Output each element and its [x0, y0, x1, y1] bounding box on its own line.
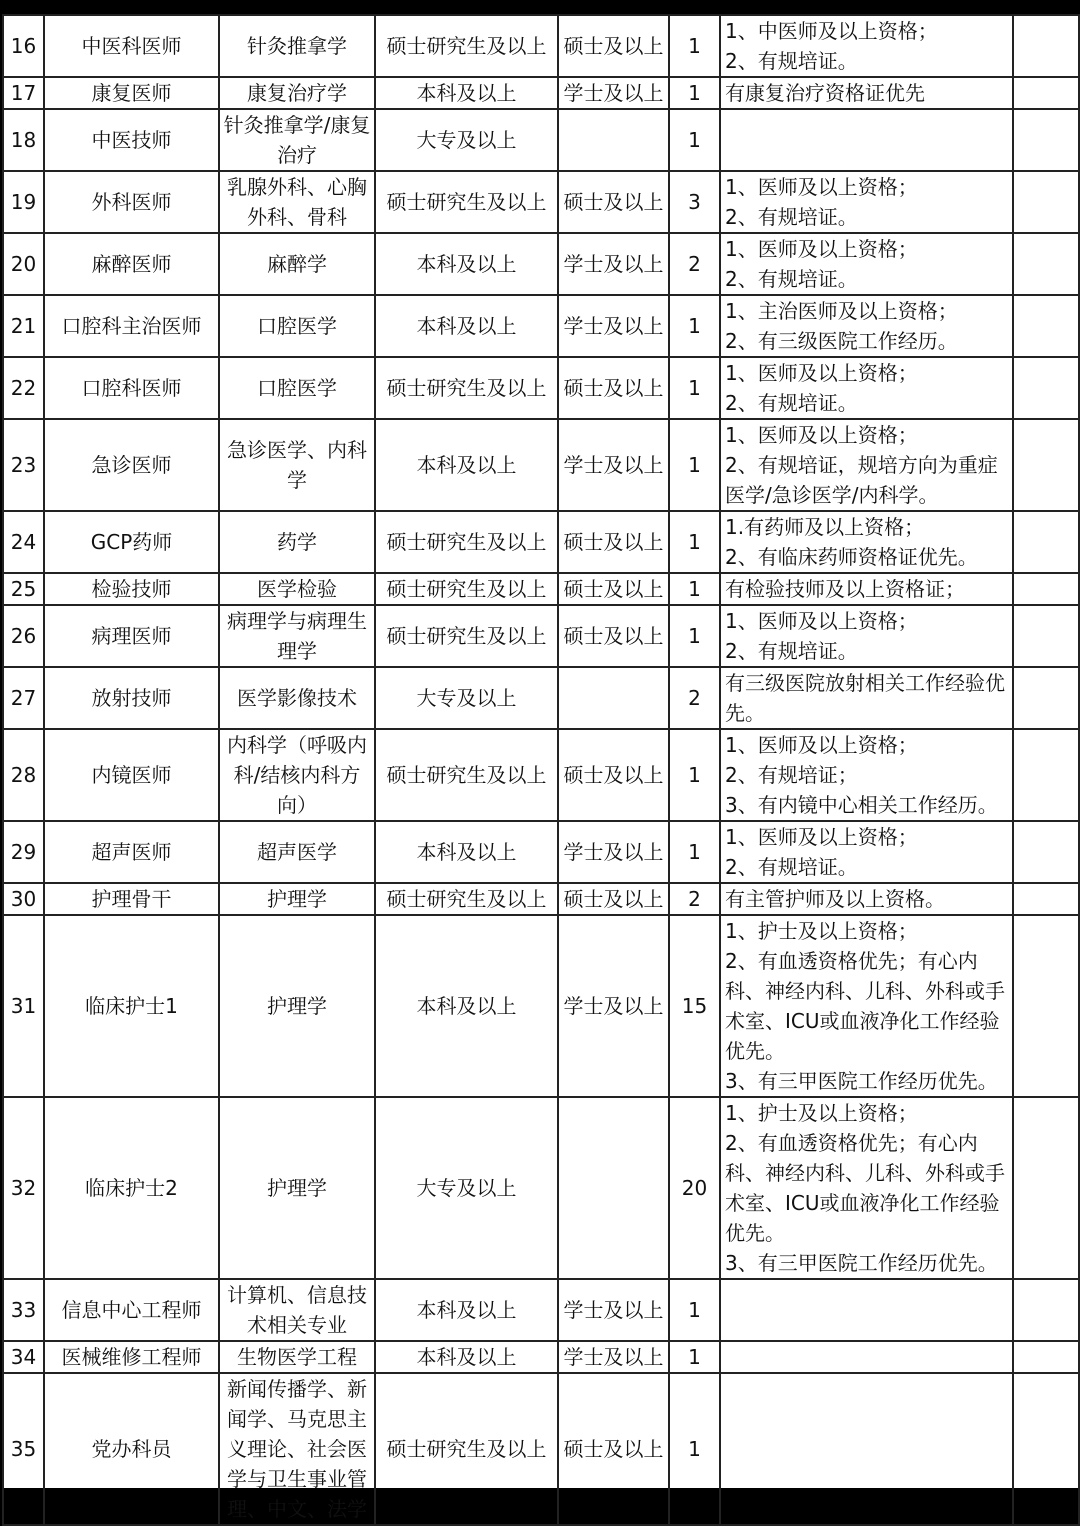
row-number-cell: 23: [3, 419, 44, 511]
remarks-cell: [1013, 109, 1079, 171]
major-cell: 内科学（呼吸内科/结核内科方向）: [219, 729, 375, 821]
row-number-cell: 16: [3, 15, 44, 77]
row-number-cell: 31: [3, 915, 44, 1097]
table-row: [3, 109, 1079, 171]
position-name-cell: 口腔科主治医师: [44, 295, 219, 357]
position-name-cell: 检验技师: [44, 573, 219, 605]
requirements-cell: 1、医师及以上资格； 2、有规培证，规培方向为重症医学/急诊医学/内科学。: [720, 419, 1013, 511]
education-level-cell: 本科及以上: [375, 1341, 558, 1373]
degree-cell: 硕士及以上: [558, 511, 669, 573]
degree-cell: 学士及以上: [558, 419, 669, 511]
education-level-cell: 本科及以上: [375, 233, 558, 295]
position-name-cell: 口腔科医师: [44, 357, 219, 419]
position-name-cell: 病理医师: [44, 605, 219, 667]
requirements-cell: 1.有药师及以上资格； 2、有临床药师资格证优先。: [720, 511, 1013, 573]
requirements-cell: 有三级医院放射相关工作经验优先。: [720, 667, 1013, 729]
position-name-cell: 信息中心工程师: [44, 1279, 219, 1341]
requirements-cell: 1、医师及以上资格； 2、有规培证。: [720, 171, 1013, 233]
row-number-cell: 32: [3, 1097, 44, 1279]
headcount-cell: 2: [669, 233, 720, 295]
education-level-cell: 本科及以上: [375, 915, 558, 1097]
education-level-cell: 本科及以上: [375, 295, 558, 357]
major-cell: 口腔医学: [219, 357, 375, 419]
table-row: [3, 1341, 1079, 1373]
table-row: [3, 605, 1079, 667]
table-row: [3, 821, 1079, 883]
requirements-cell: [720, 1341, 1013, 1373]
headcount-cell: 1: [669, 1373, 720, 1525]
headcount-cell: 1: [669, 511, 720, 573]
education-level-cell: 硕士研究生及以上: [375, 729, 558, 821]
degree-cell: [558, 1097, 669, 1279]
headcount-cell: 1: [669, 357, 720, 419]
row-number-cell: 18: [3, 109, 44, 171]
headcount-cell: 1: [669, 15, 720, 77]
remarks-cell: [1013, 821, 1079, 883]
position-name-cell: 外科医师: [44, 171, 219, 233]
major-cell: 针灸推拿学: [219, 15, 375, 77]
row-number-cell: 17: [3, 77, 44, 109]
requirements-cell: 1、护士及以上资格； 2、有血透资格优先；有心内科、神经内科、儿科、外科或手术室、ICU或血液净化工作经验优先。 3、有三甲医院工作经历优先。: [720, 915, 1013, 1097]
education-level-cell: 大专及以上: [375, 109, 558, 171]
education-level-cell: 硕士研究生及以上: [375, 605, 558, 667]
remarks-cell: [1013, 171, 1079, 233]
position-name-cell: 急诊医师: [44, 419, 219, 511]
row-number-cell: 21: [3, 295, 44, 357]
remarks-cell: [1013, 15, 1079, 77]
position-name-cell: 中医科医师: [44, 15, 219, 77]
table-row: [3, 295, 1079, 357]
degree-cell: [558, 667, 669, 729]
remarks-cell: [1013, 605, 1079, 667]
requirements-cell: [720, 109, 1013, 171]
requirements-cell: 1、医师及以上资格； 2、有规培证。: [720, 605, 1013, 667]
table-row: [3, 511, 1079, 573]
education-level-cell: 硕士研究生及以上: [375, 883, 558, 915]
remarks-cell: [1013, 667, 1079, 729]
remarks-cell: [1013, 419, 1079, 511]
requirements-cell: 有主管护师及以上资格。: [720, 883, 1013, 915]
remarks-cell: [1013, 1279, 1079, 1341]
headcount-cell: 3: [669, 171, 720, 233]
remarks-cell: [1013, 1097, 1079, 1279]
remarks-cell: [1013, 295, 1079, 357]
table-row: [3, 171, 1079, 233]
row-number-cell: 20: [3, 233, 44, 295]
table-row: [3, 357, 1079, 419]
remarks-cell: [1013, 233, 1079, 295]
remarks-cell: [1013, 883, 1079, 915]
position-name-cell: 党办科员: [44, 1373, 219, 1525]
major-cell: 生物医学工程: [219, 1341, 375, 1373]
education-level-cell: 本科及以上: [375, 1279, 558, 1341]
position-name-cell: 麻醉医师: [44, 233, 219, 295]
education-level-cell: 本科及以上: [375, 821, 558, 883]
major-cell: 麻醉学: [219, 233, 375, 295]
headcount-cell: 2: [669, 883, 720, 915]
major-cell: 口腔医学: [219, 295, 375, 357]
position-name-cell: 护理骨干: [44, 883, 219, 915]
headcount-cell: 1: [669, 573, 720, 605]
major-cell: 医学影像技术: [219, 667, 375, 729]
position-name-cell: 临床护士1: [44, 915, 219, 1097]
major-cell: 护理学: [219, 883, 375, 915]
remarks-cell: [1013, 77, 1079, 109]
remarks-cell: [1013, 511, 1079, 573]
education-level-cell: 硕士研究生及以上: [375, 171, 558, 233]
requirements-cell: [720, 1373, 1013, 1525]
major-cell: 计算机、信息技术相关专业: [219, 1279, 375, 1341]
remarks-cell: [1013, 729, 1079, 821]
requirements-cell: 有康复治疗资格证优先: [720, 77, 1013, 109]
degree-cell: 硕士及以上: [558, 729, 669, 821]
education-level-cell: 大专及以上: [375, 667, 558, 729]
headcount-cell: 15: [669, 915, 720, 1097]
table-row: [3, 419, 1079, 511]
requirements-cell: 1、中医师及以上资格； 2、有规培证。: [720, 15, 1013, 77]
major-cell: 康复治疗学: [219, 77, 375, 109]
remarks-cell: [1013, 357, 1079, 419]
headcount-cell: 1: [669, 77, 720, 109]
remarks-cell: [1013, 1341, 1079, 1373]
table-body: [3, 15, 1079, 1525]
row-number-cell: 35: [3, 1373, 44, 1525]
requirements-cell: 1、医师及以上资格； 2、有规培证。: [720, 357, 1013, 419]
table-row: [3, 729, 1079, 821]
headcount-cell: 1: [669, 109, 720, 171]
education-level-cell: 硕士研究生及以上: [375, 511, 558, 573]
table-row: [3, 915, 1079, 1097]
degree-cell: 学士及以上: [558, 915, 669, 1097]
degree-cell: 学士及以上: [558, 77, 669, 109]
major-cell: 护理学: [219, 915, 375, 1097]
position-name-cell: 内镜医师: [44, 729, 219, 821]
requirements-cell: 1、医师及以上资格； 2、有规培证； 3、有内镜中心相关工作经历。: [720, 729, 1013, 821]
recruitment-table-page: [2, 14, 1078, 1521]
row-number-cell: 30: [3, 883, 44, 915]
degree-cell: 硕士及以上: [558, 1373, 669, 1525]
education-level-cell: 硕士研究生及以上: [375, 573, 558, 605]
position-name-cell: 康复医师: [44, 77, 219, 109]
remarks-cell: [1013, 573, 1079, 605]
requirements-cell: 有检验技师及以上资格证；: [720, 573, 1013, 605]
position-name-cell: 放射技师: [44, 667, 219, 729]
table-row: [3, 1373, 1079, 1525]
recruitment-table: [2, 14, 1080, 1526]
major-cell: 病理学与病理生理学: [219, 605, 375, 667]
degree-cell: 学士及以上: [558, 295, 669, 357]
degree-cell: 学士及以上: [558, 821, 669, 883]
row-number-cell: 25: [3, 573, 44, 605]
row-number-cell: 24: [3, 511, 44, 573]
row-number-cell: 29: [3, 821, 44, 883]
requirements-cell: 1、医师及以上资格； 2、有规培证。: [720, 233, 1013, 295]
table-row: [3, 883, 1079, 915]
table-row: [3, 667, 1079, 729]
degree-cell: 硕士及以上: [558, 171, 669, 233]
table-row: [3, 77, 1079, 109]
position-name-cell: 超声医师: [44, 821, 219, 883]
row-number-cell: 19: [3, 171, 44, 233]
remarks-cell: [1013, 1373, 1079, 1525]
headcount-cell: 1: [669, 1279, 720, 1341]
education-level-cell: 硕士研究生及以上: [375, 15, 558, 77]
headcount-cell: 2: [669, 667, 720, 729]
table-row: [3, 15, 1079, 77]
headcount-cell: 1: [669, 729, 720, 821]
degree-cell: 学士及以上: [558, 1341, 669, 1373]
major-cell: 护理学: [219, 1097, 375, 1279]
degree-cell: 硕士及以上: [558, 883, 669, 915]
remarks-cell: [1013, 915, 1079, 1097]
table-row: [3, 233, 1079, 295]
degree-cell: 硕士及以上: [558, 15, 669, 77]
position-name-cell: 中医技师: [44, 109, 219, 171]
degree-cell: 硕士及以上: [558, 573, 669, 605]
degree-cell: 硕士及以上: [558, 357, 669, 419]
education-level-cell: 本科及以上: [375, 77, 558, 109]
education-level-cell: 本科及以上: [375, 419, 558, 511]
major-cell: 医学检验: [219, 573, 375, 605]
row-number-cell: 22: [3, 357, 44, 419]
headcount-cell: 1: [669, 821, 720, 883]
position-name-cell: 临床护士2: [44, 1097, 219, 1279]
major-cell: 新闻传播学、新闻学、马克思主义理论、社会医学与卫生事业管理、中文、法学: [219, 1373, 375, 1525]
headcount-cell: 1: [669, 1341, 720, 1373]
table-row: [3, 573, 1079, 605]
headcount-cell: 20: [669, 1097, 720, 1279]
requirements-cell: 1、医师及以上资格； 2、有规培证。: [720, 821, 1013, 883]
requirements-cell: 1、主治医师及以上资格； 2、有三级医院工作经历。: [720, 295, 1013, 357]
major-cell: 药学: [219, 511, 375, 573]
table-row: [3, 1279, 1079, 1341]
major-cell: 乳腺外科、心胸外科、骨科: [219, 171, 375, 233]
headcount-cell: 1: [669, 295, 720, 357]
degree-cell: [558, 109, 669, 171]
major-cell: 急诊医学、内科学: [219, 419, 375, 511]
requirements-cell: [720, 1279, 1013, 1341]
education-level-cell: 硕士研究生及以上: [375, 1373, 558, 1525]
headcount-cell: 1: [669, 419, 720, 511]
table-row: [3, 1097, 1079, 1279]
row-number-cell: 26: [3, 605, 44, 667]
row-number-cell: 28: [3, 729, 44, 821]
position-name-cell: 医械维修工程师: [44, 1341, 219, 1373]
major-cell: 针灸推拿学/康复治疗: [219, 109, 375, 171]
headcount-cell: 1: [669, 605, 720, 667]
requirements-cell: 1、护士及以上资格； 2、有血透资格优先；有心内科、神经内科、儿科、外科或手术室、ICU或血液净化工作经验优先。 3、有三甲医院工作经历优先。: [720, 1097, 1013, 1279]
education-level-cell: 硕士研究生及以上: [375, 357, 558, 419]
major-cell: 超声医学: [219, 821, 375, 883]
row-number-cell: 33: [3, 1279, 44, 1341]
row-number-cell: 34: [3, 1341, 44, 1373]
position-name-cell: GCP药师: [44, 511, 219, 573]
degree-cell: 学士及以上: [558, 233, 669, 295]
degree-cell: 学士及以上: [558, 1279, 669, 1341]
row-number-cell: 27: [3, 667, 44, 729]
degree-cell: 硕士及以上: [558, 605, 669, 667]
education-level-cell: 大专及以上: [375, 1097, 558, 1279]
